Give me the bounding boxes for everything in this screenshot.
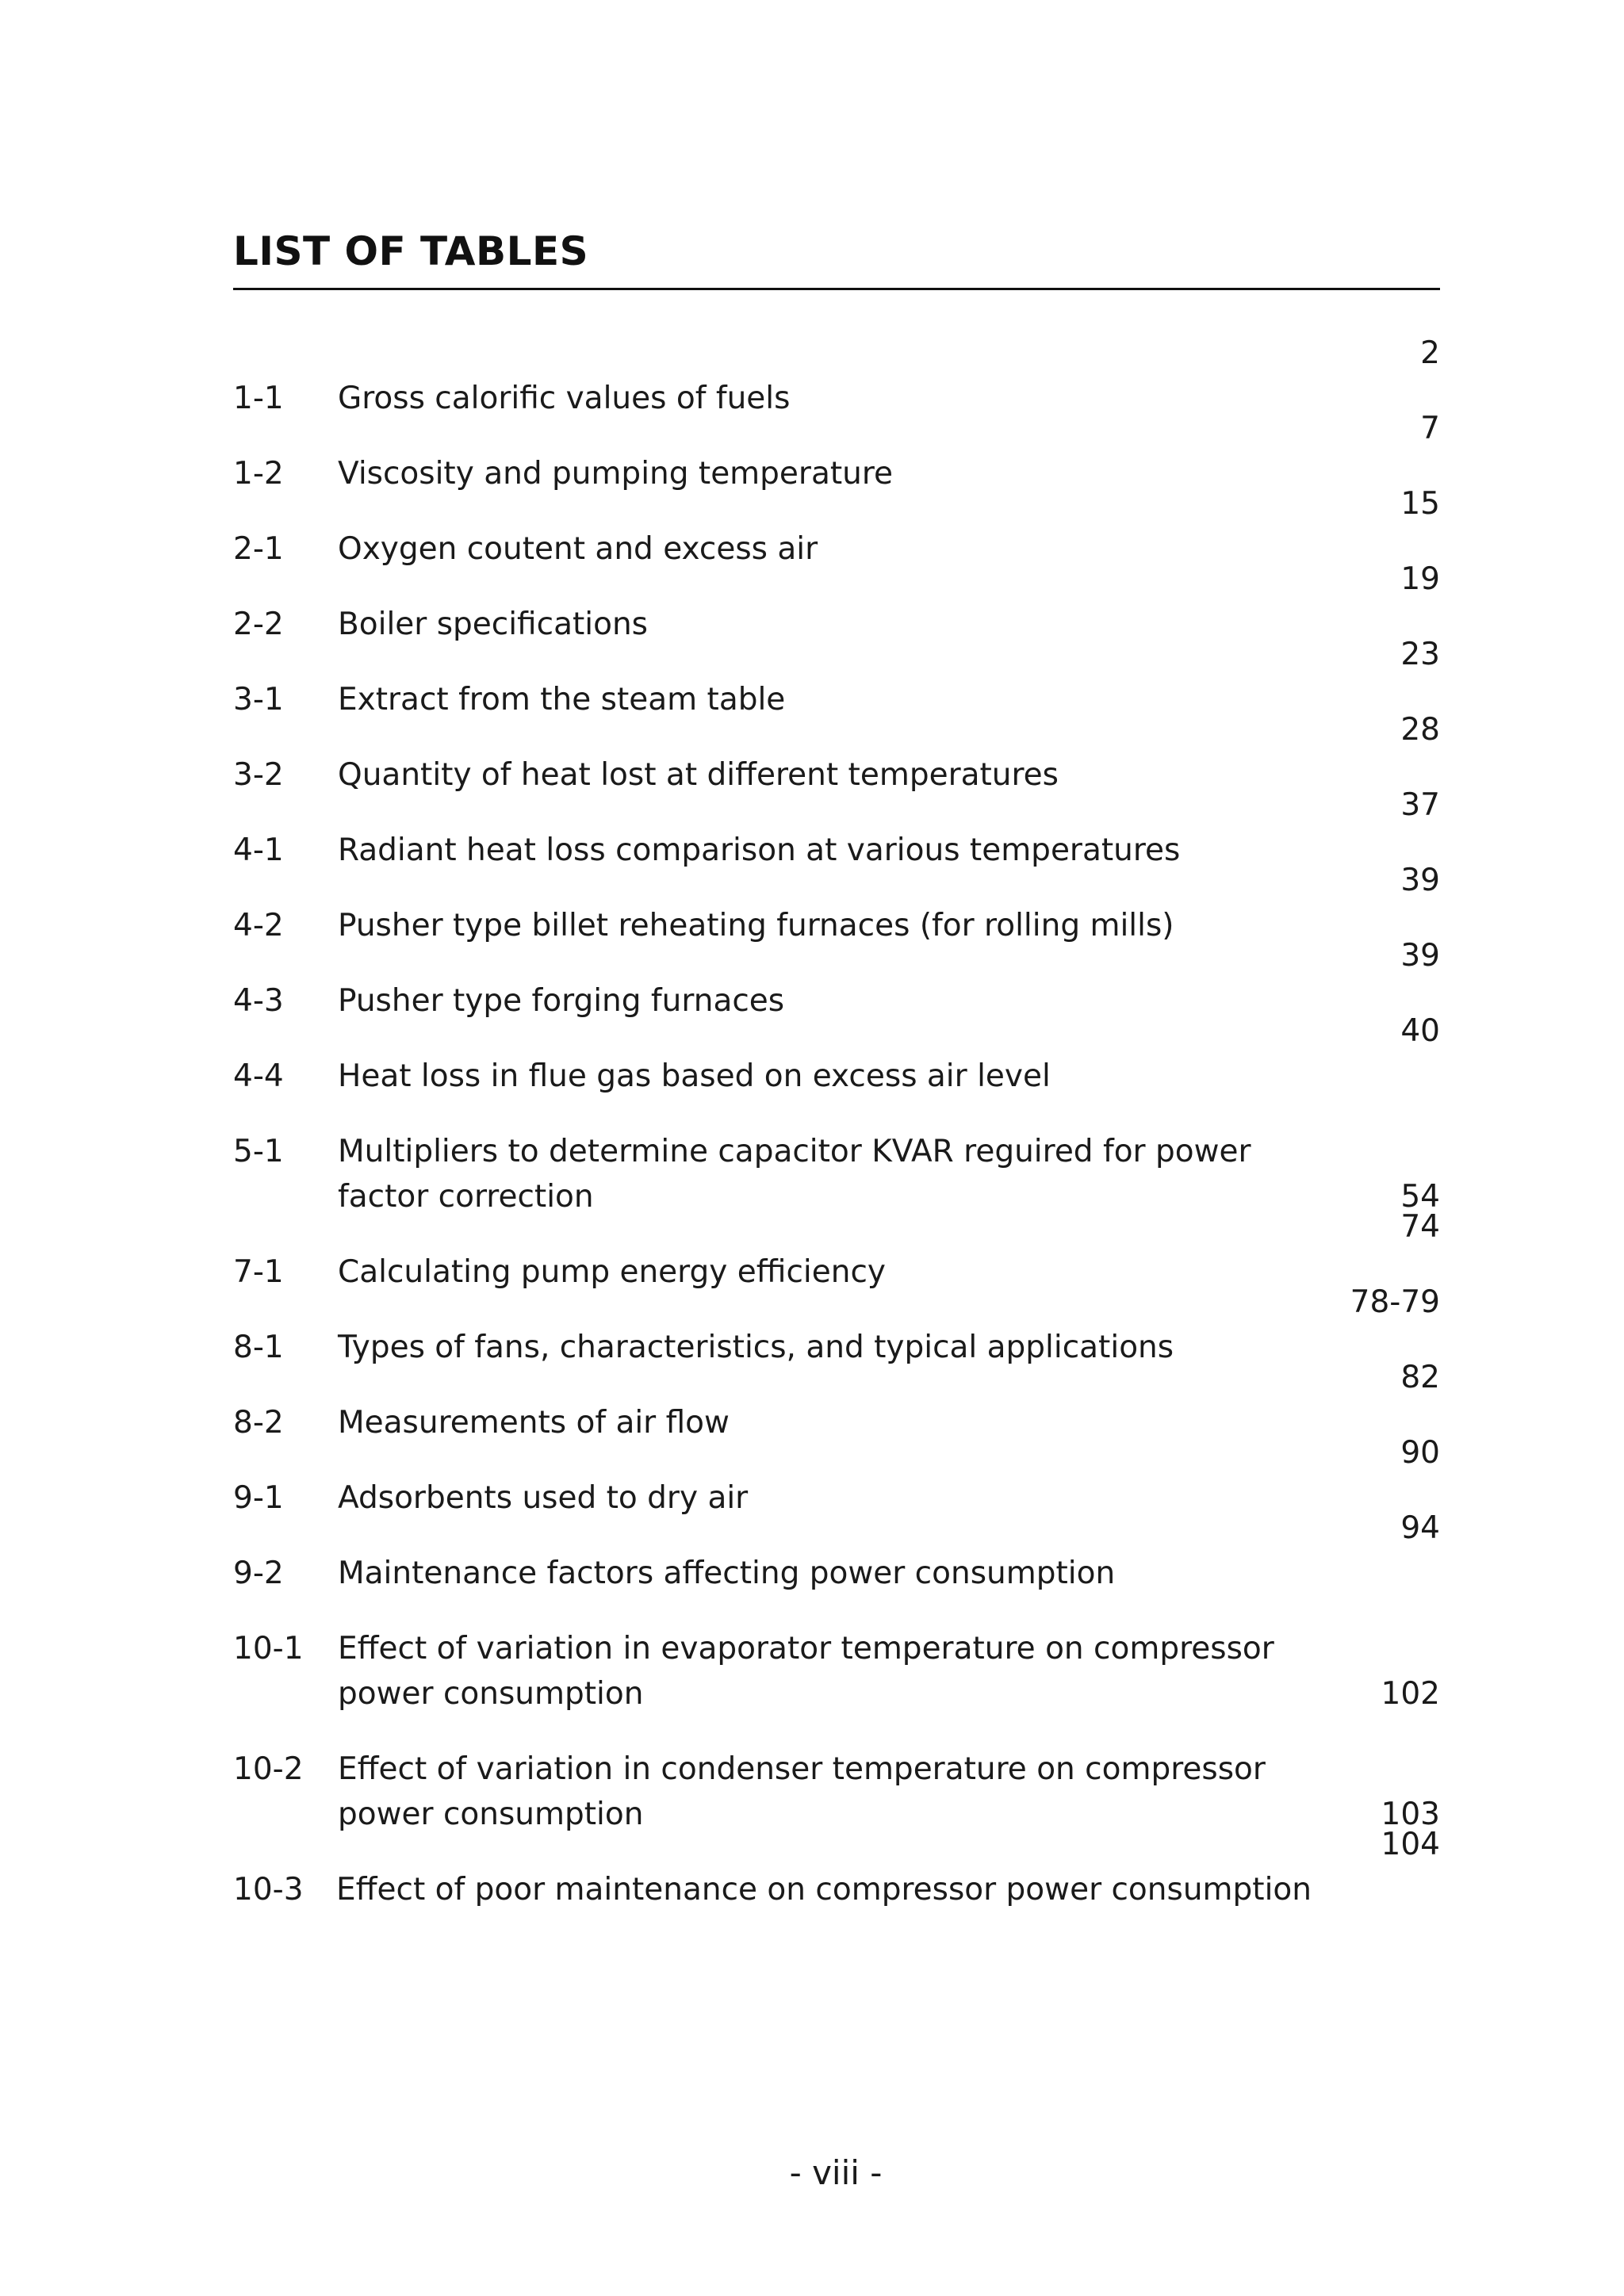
list-entry	[233, 1626, 1440, 1716]
entry-number: 9-2	[233, 1556, 284, 1591]
entry-title: Viscosity and pumping temperature	[338, 456, 894, 492]
entry-number: 10-3	[233, 1872, 304, 1908]
entry-title: Radiant heat loss comparison at various temperatures	[338, 832, 1181, 868]
entry-page: 39	[1400, 938, 1440, 974]
entry-number: 10-2	[233, 1751, 304, 1787]
entry-title: Heat loss in flue gas based on excess air level	[338, 1058, 1051, 1094]
entry-number: 8-2	[233, 1405, 284, 1441]
entry-page: 15	[1400, 486, 1440, 522]
page-heading: LIST OF TABLES	[233, 228, 589, 274]
entry-title: Pusher type billet reheating furnaces (for rolling mills)	[338, 908, 1174, 943]
entry-number: 4-2	[233, 908, 284, 943]
entry-title: Types of fans, characteristics, and typical applications	[338, 1330, 1174, 1365]
entry-page: 90	[1400, 1435, 1440, 1471]
entry-number: 8-1	[233, 1330, 284, 1365]
entry-number: 10-1	[233, 1631, 304, 1667]
entry-page: 78-79	[1350, 1284, 1440, 1320]
entry-title: Effect of variation in evaporator temperature on compressor power consumption	[338, 1631, 1274, 1712]
entry-page: 74	[1400, 1209, 1440, 1245]
entry-page: 103	[1381, 1797, 1440, 1832]
list-entry	[233, 1747, 1440, 1837]
entry-number: 5-1	[233, 1134, 284, 1169]
entry-title: Calculating pump energy efficiency	[338, 1254, 886, 1290]
entry-number: 2-1	[233, 531, 284, 567]
entry-page: 82	[1400, 1360, 1440, 1395]
entry-title: Measurements of air flow	[338, 1405, 730, 1441]
list-entry	[233, 1129, 1440, 1219]
entry-title: Pusher type forging furnaces	[338, 983, 785, 1019]
entry-title: Oxygen coutent and excess air	[338, 531, 818, 567]
entry-number: 9-1	[233, 1480, 284, 1516]
entry-number: 3-2	[233, 757, 284, 793]
page-footer: - viii -	[789, 2153, 883, 2192]
entry-number: 7-1	[233, 1254, 284, 1290]
entry-page: 2	[1420, 335, 1440, 371]
entry-number: 2-2	[233, 607, 284, 642]
entry-number: 1-2	[233, 456, 284, 492]
entry-title: Effect of poor maintenance on compressor power consumption	[336, 1872, 1312, 1908]
entry-page: 7	[1420, 411, 1440, 446]
entry-title: Effect of variation in condenser temperature on compressor power consumption	[338, 1751, 1266, 1832]
entry-title: Extract from the steam table	[338, 682, 786, 718]
entry-page: 37	[1400, 787, 1440, 823]
entry-title: Adsorbents used to dry air	[338, 1480, 749, 1516]
entry-title: Maintenance factors affecting power consumption	[338, 1556, 1116, 1591]
entry-page: 94	[1400, 1510, 1440, 1546]
entry-page: 40	[1400, 1013, 1440, 1049]
entry-title: Multipliers to determine capacitor KVAR reguired for power factor correction	[338, 1134, 1251, 1215]
entry-title: Gross calorific values of fuels	[338, 381, 791, 416]
entry-page: 104	[1381, 1827, 1440, 1862]
entry-number: 4-3	[233, 983, 284, 1019]
heading-underline	[233, 288, 1440, 290]
entry-number: 4-4	[233, 1058, 284, 1094]
entry-page: 39	[1400, 863, 1440, 898]
entry-number: 1-1	[233, 381, 284, 416]
entry-page: 23	[1400, 637, 1440, 672]
entry-page: 102	[1381, 1676, 1440, 1712]
entry-number: 4-1	[233, 832, 284, 868]
entry-title: Quantity of heat lost at different temperatures	[338, 757, 1059, 793]
entry-page: 28	[1400, 712, 1440, 748]
entry-page: 19	[1400, 561, 1440, 597]
entry-page: 54	[1400, 1179, 1440, 1215]
entry-title: Boiler specifications	[338, 607, 648, 642]
entry-number: 3-1	[233, 682, 284, 718]
